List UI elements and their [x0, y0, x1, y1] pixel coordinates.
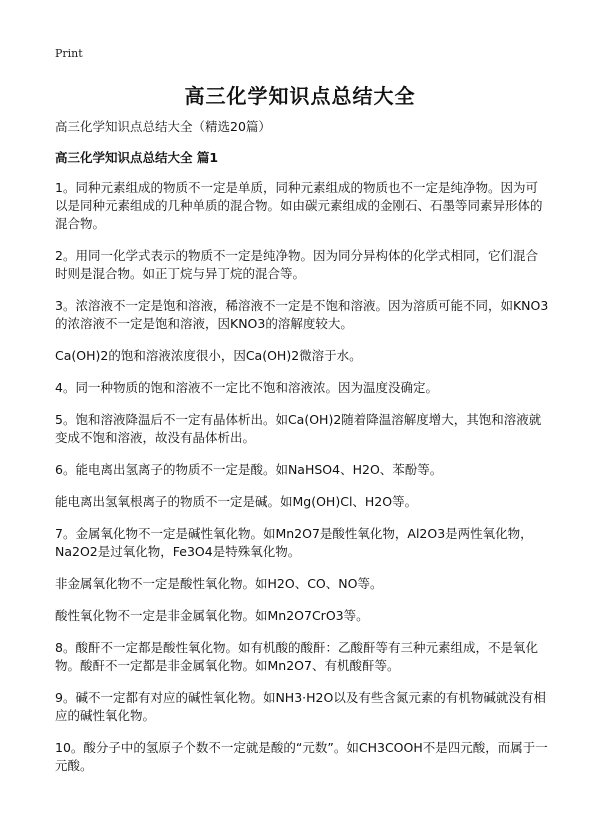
- paragraph: 7。金属氧化物不一定是碱性氧化物。如Mn2O7是酸性氧化物，Al2O3是两性氧化物，Na2O2是过氧化物，Fe3O4是特殊氧化物。: [55, 526, 533, 559]
- paragraph: 非金属氧化物不一定是酸性氧化物。如H2O、CO、NO等。: [55, 576, 383, 591]
- paragraph: 8。酸酐不一定都是酸性氧化物。如有机酸的酸酐：乙酸酐等有三种元素组成，不是氧化物。酸酐不一定都是非金属氧化物。如Mn2O7、有机酸酐等。: [55, 640, 538, 673]
- paragraph: 10。酸分子中的氢原子个数不一定就是酸的“元数”。如CH3COOH不是四元酸，而属于一元酸。: [55, 740, 548, 773]
- paragraph: 5。饱和溶液降温后不一定有晶体析出。如Ca(OH)2随着降温溶解度增大，其饱和溶液就变成不饱和溶液，故没有晶体析出。: [55, 412, 542, 445]
- paragraph: 6。能电离出氢离子的物质不一定是酸。如NaHSO4、H2O、苯酚等。: [55, 462, 443, 477]
- paragraph: 酸性氧化物不一定是非金属氧化物。如Mn2O7CrO3等。: [55, 608, 369, 623]
- section-heading: 高三化学知识点总结大全 篇1: [55, 150, 219, 165]
- paragraph: 4。同一种物质的饱和溶液不一定比不饱和溶液浓。因为温度没确定。: [55, 380, 438, 395]
- paragraph: Ca(OH)2的饱和溶液浓度很小，因Ca(OH)2微溶于水。: [55, 348, 362, 363]
- paragraph: 3。浓溶液不一定是饱和溶液，稀溶液不一定是不饱和溶液。因为溶质可能不同，如KNO3的浓溶液不一定是饱和溶液，因KNO3的溶解度较大。: [55, 298, 549, 331]
- page-title: 高三化学知识点总结大全: [184, 84, 416, 108]
- document-subtitle: 高三化学知识点总结大全（精选20篇）: [55, 119, 271, 134]
- document-body: [55, 118, 550, 789]
- print-label: Print: [55, 47, 83, 60]
- paragraph: 9。碱不一定都有对应的碱性氧化物。如NH3·H2O以及有些含氮元素的有机物碱就没有相应的碱性氧化物。: [55, 690, 546, 723]
- paragraph: 1。同种元素组成的物质不一定是单质，同种元素组成的物质也不一定是纯净物。因为可以是同种元素组成的几种单质的混合物。如由碳元素组成的金刚石、石墨等同素异形体的混合物。: [55, 180, 543, 231]
- paragraph: 2。用同一化学式表示的物质不一定是纯净物。因为同分异构体的化学式相同，它们混合时则是混合物。如正丁烷与异丁烷的混合等。: [55, 248, 538, 281]
- paragraph: 能电离出氢氧根离子的物质不一定是碱。如Mg(OH)Cl、H2O等。: [55, 494, 418, 509]
